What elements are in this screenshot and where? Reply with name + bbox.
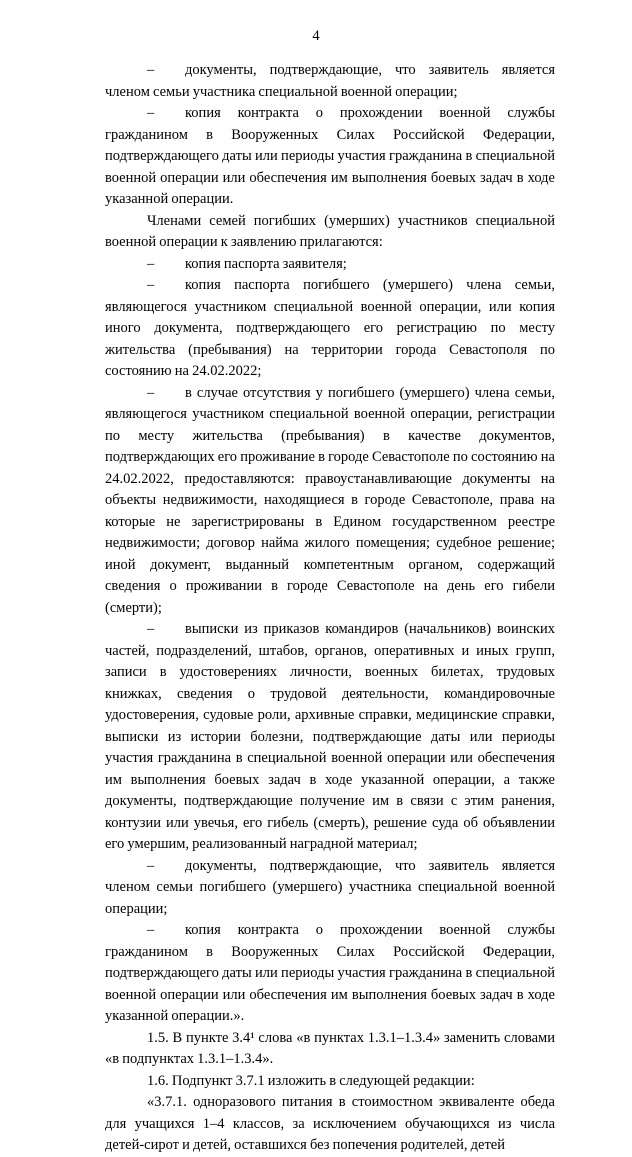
paragraph-text: Членами семей погибших (умерших) участников специальной военной операции к заявлению прилагаются: bbox=[105, 212, 555, 250]
list-dash: – bbox=[147, 277, 155, 293]
paragraph-text: документы, подтверждающие, что заявитель является членом семьи участника специальной военной операции; bbox=[105, 62, 555, 100]
paragraph bbox=[105, 1092, 555, 1157]
list-dash: – bbox=[147, 384, 155, 401]
paragraph-text: «3.7.1. одноразового питания в стоимостном эквиваленте обеда для учащихся 1–4 классов, за исключением обучающихся из числа детей-сирот и детей, оставшихся без попечения родителей, детей bbox=[105, 1094, 555, 1153]
paragraph bbox=[105, 383, 555, 620]
paragraph bbox=[105, 1071, 555, 1093]
paragraph-text: копия паспорта погибшего (умершего) члена семьи, являющегося участником специальной военной операции, или копия иного документа, подтверждающего его регистрацию по месту жительства (пребывания) на территории города Севастополя по состоянию на 24.02.2022; bbox=[105, 277, 555, 379]
page-number: 4 bbox=[312, 28, 320, 44]
list-dash: – bbox=[147, 857, 155, 874]
list-dash: – bbox=[147, 621, 155, 637]
paragraph bbox=[105, 1028, 555, 1071]
list-dash: – bbox=[147, 922, 155, 938]
paragraph-text: документы, подтверждающие, что заявитель является членом семьи погибшего (умершего) участника специальной военной операции; bbox=[105, 857, 555, 917]
paragraph bbox=[105, 920, 555, 1028]
paragraph bbox=[105, 211, 555, 254]
paragraph-text: копия контракта о прохождении военной службы гражданином в Вооруженных Силах Российской Федерации, подтверждающего даты или периоды участия гражданина в специальной военной операции или обеспечения им выполнения боевых задач в ходе указанной операции.». bbox=[105, 922, 555, 1024]
paragraph bbox=[105, 60, 555, 103]
paragraph-text: выписки из приказов командиров (начальников) воинских частей, подразделений, штабов, органов, оперативных и иных групп, записи в удостоверениях личности, военных билетах, трудовых книжках, сведения о трудовой деятельности, командировочные удостоверения, судовые роли, архивные справки, медицинские справки, выписки из истории болезни, подтверждающие даты или периоды участия гражданина в специальной военной операции или обеспечения им выполнения боевых задач в ходе указанной операции, а также документы, подтверждающие получение им в связи с этим ранения, контузии или увечья, его гибель (смерть), решение суда об объявлении его умершим, реализованный наградной материал; bbox=[105, 621, 555, 852]
list-dash: – bbox=[147, 255, 155, 272]
paragraph-text: копия паспорта заявителя; bbox=[185, 255, 347, 272]
paragraph bbox=[105, 254, 555, 276]
paragraph-text: копия контракта о прохождении военной службы гражданином в Вооруженных Силах Российской Федерации, подтверждающего даты или периоды участия гражданина в специальной военной операции или обеспечения им выполнения боевых задач в ходе указанной операции. bbox=[105, 105, 555, 207]
paragraph bbox=[105, 275, 555, 383]
list-dash: – bbox=[147, 62, 155, 78]
paragraph bbox=[105, 856, 555, 921]
document-body bbox=[105, 60, 555, 1157]
paragraph bbox=[105, 103, 555, 211]
paragraph-text: в случае отсутствия у погибшего (умершего) члена семьи, являющегося участником специальной военной операции, регистрации по месту жительства (пребывания) в качестве документов, подтверждающих его проживание в городе Севастополе по состоянию на 24.02.2022, предоставляются: правоустанавливающие документы на объекты недвижимости, находящиеся в городе Севастополе, права на которые не зарегистрированы в Едином государственном реестре недвижимости; договор найма жилого помещения; судебное решение; иной документ, выданный компетентным органом, содержащий сведения о проживании в городе Севастополе на день его гибели (смерти); bbox=[105, 384, 555, 616]
list-dash: – bbox=[147, 105, 155, 121]
paragraph-text: 1.5. В пункте 3.4¹ слова «в пунктах 1.3.1–1.3.4» заменить словами «в подпунктах 1.3.1–1.3.4». bbox=[105, 1029, 555, 1067]
paragraph-text: 1.6. Подпункт 3.7.1 изложить в следующей редакции: bbox=[147, 1072, 475, 1089]
paragraph bbox=[105, 619, 555, 856]
